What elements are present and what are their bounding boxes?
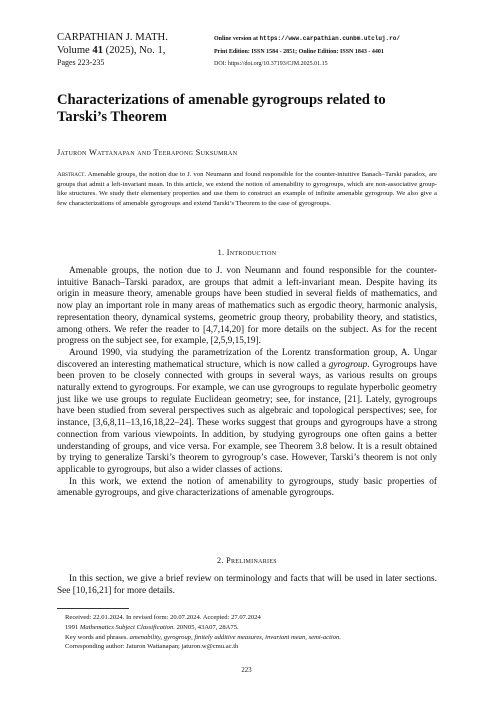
keywords-line: Key words and phrases. amenability, gyrogroup, finitely additive measures, invariant mean, semi-action. [65, 633, 341, 641]
publication-info [214, 33, 400, 71]
online-version-line: Online version at https://www.carpathian.cunbm.utcluj.ro/ [214, 35, 400, 42]
journal-url-link[interactable]: https://www.carpathian.cunbm.utcluj.ro/ [259, 35, 400, 42]
section-1-heading: 1. Introduction [217, 248, 277, 257]
paragraph: In this work, we extend the notion of amenability to gyrogroups, study basic properties of amenable gyrogroups, and give characterizations of amenable gyrogroups. [57, 476, 437, 499]
journal-volume: Volume 41 (2025), No. 1, [57, 44, 166, 56]
journal-header [57, 32, 168, 68]
volume-number: 41 [92, 44, 104, 56]
issn-line: Print Edition: ISSN 1584 - 2851; Online Edition: ISSN 1843 - 4401 [214, 48, 384, 55]
footnote-rule [57, 608, 129, 609]
abstract-text: Amenable groups, the notion due to J. von Neumann and found responsible for the counter-intuitive Banach–Tarski paradox, are groups that admit a left-invariant mean. In this article, we extend the notion of amenability to gyrogroups, which are non-associative group-like structures. We study their elementary properties and use them to construct an example of infinite amenable gyrogroup. We also give a few characterizations of amenable gyrogroups and extend Tarski’s Theorem to the case of gyrogroups. [57, 171, 437, 207]
author-and: and [137, 148, 152, 157]
section-2-heading: 2. Preliminaries [217, 556, 277, 565]
paragraph: In this section, we give a brief review on terminology and facts that will be used in later sections. See [10,16,21] for more details. [57, 574, 437, 596]
page-number: 223 [241, 667, 252, 674]
term-gyrogroup: gyrogroup [328, 359, 368, 370]
abstract-label: Abstract. [57, 171, 87, 178]
author-2-first: Teerapong [153, 148, 194, 157]
author-line [57, 148, 237, 157]
section-2-body [57, 574, 437, 597]
paragraph: Around 1990, via studying the parametrization of the Lorentz transformation group, A. Ungar discovered an interesting mathematical structure, which is now called a gyrogroup. Gyrogroups have been proven to be closely connected with groups in several ways, as various results on groups naturally extend to gyrogroups. For example, we can use gyrogroups to regulate hyperbolic geometry just like we use groups to regulate Euclidean geometry; see, for instance, [21]. Lately, gyrogroups have been studied from several perspectives such as algebraic and topological perspectives; see, for instance, [3,6,8,11–13,16,18,22–24]. These works suggest that groups and gyrogroups have a strong connection from various viewpoints. In addition, by studying gyrogroups one often gains a better understanding of groups, and vice versa. For example, see Theorem 3.8 below. It is a result obtained by trying to generalize Tarski’s theorem to gyrogroup’s case. However, Tarski’s theorem is not only applicable to gyrogroups, but also a wider classes of actions. [57, 347, 438, 475]
footnotes [57, 613, 447, 652]
corresponding-author: Corresponding author: Jaturon Wattanapan; jaturon.w@cmu.ac.th [65, 643, 239, 651]
received-dates: Received: 22.01.2024. In revised form: 20.07.2024. Accepted: 27.07.2024 [65, 614, 261, 621]
journal-name: CARPATHIAN J. MATH. [57, 32, 168, 43]
paragraph: Amenable groups, the notion due to J. von Neumann and found responsible for the counter-intuitive Banach–Tarski paradox, are groups that admit a left-invariant mean. Despite having its origin in measure theory, amenable groups have been studied in several fields of mathematics, and now play an important role in many areas of mathematics such as ergodic theory, harmonic analysis, representation theory, dynamical systems, geometric group theory, probability theory, and statistics, among others. We refer the reader to [4,7,14,20] for more details on the subject. As for the recent progress on the subject see, for example, [2,5,9,15,19]. [57, 266, 437, 347]
abstract [57, 170, 437, 209]
paper-title: Characterizations of amenable gyrogroups related to Tarski’s Theorem [57, 92, 386, 125]
section-1-body [57, 266, 437, 500]
msc-line: 1991 Mathematics Subject Classification. 20N05, 43A07, 28A75. [65, 623, 239, 631]
author-1-last: Wattanapan [88, 148, 135, 157]
doi-link[interactable]: DOI: https://doi.org/10.37193/CJM.2025.01.15 [214, 61, 328, 68]
author-2-last: Suksumran [195, 148, 238, 157]
journal-pages: Pages 223-235 [57, 58, 105, 68]
author-1-first: Jaturon [57, 148, 87, 157]
